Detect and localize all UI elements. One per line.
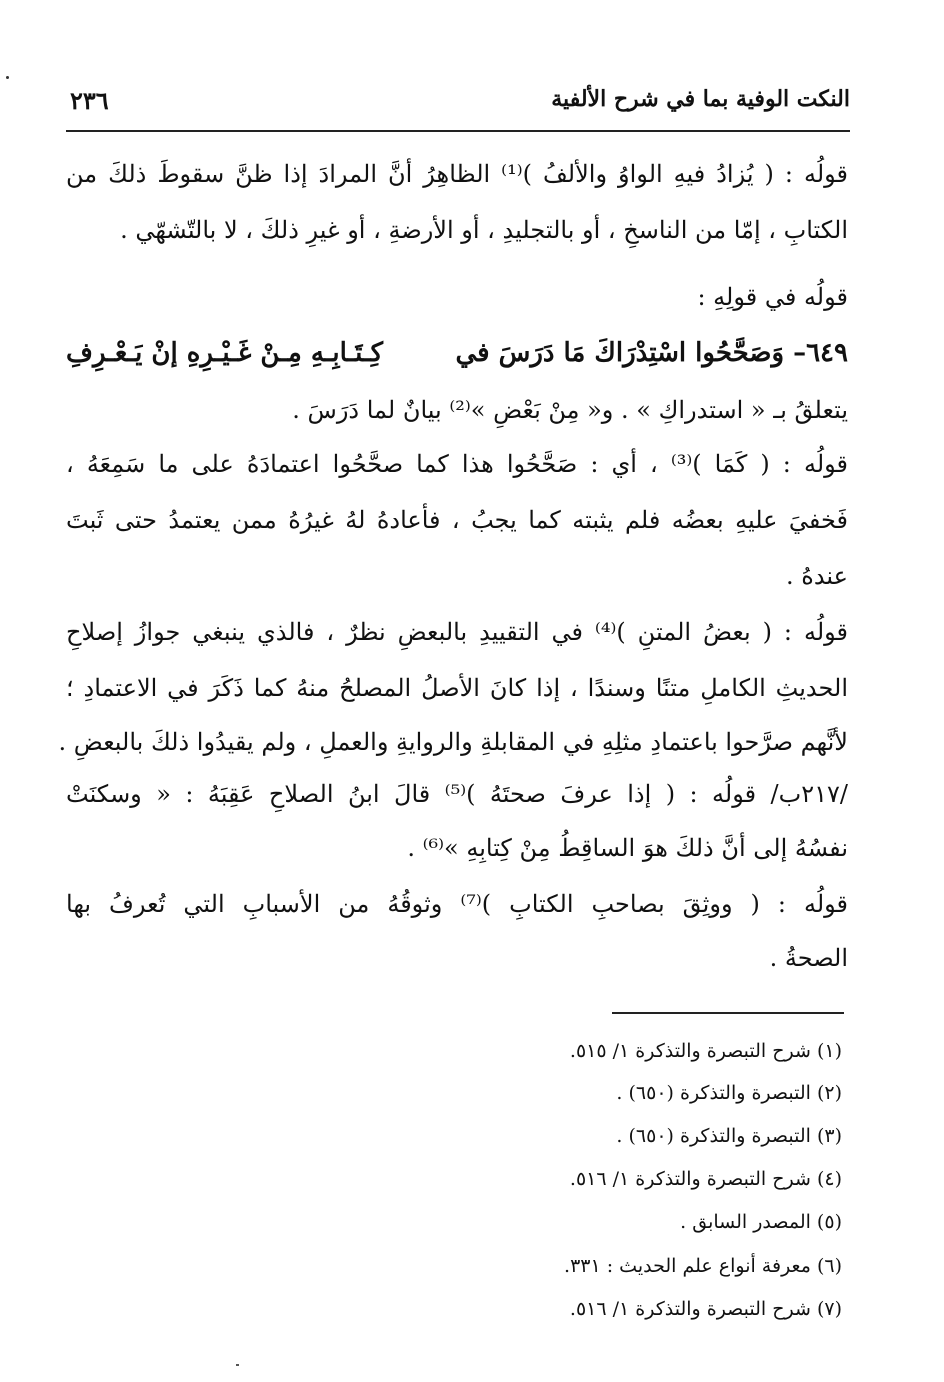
text-line: عندهُ . bbox=[786, 562, 848, 590]
text-line: قولُه : ( ووثِقَ بصاحبِ الكتابِ )⁽⁷⁾ وثوقُهُ من الأسبابِ التي تُعرفُ بها bbox=[66, 890, 849, 918]
footnote-6: (٦) معرفة أنواع علم الحديث : ٣٣١. bbox=[564, 1255, 842, 1277]
text-line: فَخفيَ عليهِ بعضُه فلم يثبته كما يجبُ ، فأعادهُ لهُ غيرُهُ ممن يعتمدُ حتى ثَبتَ bbox=[66, 506, 848, 534]
verse-second-hemistich: كِـتَـابِـهِ مِـنْ غَـيْـرِهِ إنْ يَـعْـرِفِ bbox=[66, 338, 383, 368]
footnote-4: (٤) شرح التبصرة والتذكرة ١/ ٥١٦. bbox=[569, 1168, 842, 1190]
footnote-3: (٣) التبصرة والتذكرة (٦٥٠) . bbox=[616, 1125, 842, 1147]
verse-649 bbox=[66, 338, 848, 378]
text-line: يتعلقُ بـ « استدراكِ » . و« مِنْ بَعْضِ »⁽²⁾ بيانٌ لما دَرَسَ . bbox=[292, 396, 848, 424]
text-line: قولُه : ( كَمَا )⁽³⁾ ، أي : صَحَّحُوا هذا كما صحَّحُوا اعتمادَهُ على ما سَمِعَهُ ، bbox=[66, 450, 848, 478]
text-line: الحديثِ الكاملِ متنًا وسندًا ، إذا كانَ الأصلُ المصلحُ منهُ كما ذَكَرَ في الاعتمادِ ؛ bbox=[66, 674, 848, 702]
page-number: ٢٣٦ bbox=[70, 86, 109, 115]
footnote-5: (٥) المصدر السابق . bbox=[680, 1211, 842, 1233]
footnote-7: (٧) شرح التبصرة والتذكرة ١/ ٥١٦. bbox=[569, 1298, 842, 1320]
scan-speck bbox=[236, 1364, 239, 1366]
footnote-2: (٢) التبصرة والتذكرة (٦٥٠) . bbox=[616, 1082, 842, 1104]
text-line: /٢١٧ب/ قولُه : ( إذا عرفَ صحتَهُ )⁽⁵⁾ قالَ ابنُ الصلاحِ عَقِبَهُ : « وسكنَتْ bbox=[66, 780, 849, 808]
running-header bbox=[66, 80, 850, 132]
footnote-separator bbox=[612, 1012, 844, 1014]
text-line: لأنَّهم صرَّحوا باعتمادِ مثلِهِ في المقابلةِ والروايةِ والعملِ ، ولم يقيدُوا ذلكَ بالبعضِ . bbox=[58, 728, 848, 756]
text-line: قولُه : ( بعضُ المتنِ )⁽⁴⁾ في التقييدِ بالبعضِ نظرٌ ، فالذي ينبغي جوازُ إصلاحِ bbox=[66, 618, 849, 646]
text-line: الصحةُ . bbox=[769, 944, 848, 972]
text-line: قولُه في قولِهِ : bbox=[697, 283, 848, 311]
scan-speck bbox=[6, 76, 9, 79]
text-line: نفسُهُ إلى أنَّ ذلكَ هوَ الساقِطُ مِنْ كِتابِهِ »⁽⁶⁾ . bbox=[407, 834, 848, 862]
verse-first-hemistich: ٦٤٩– وَصَحَّحُوا اسْتِدْرَاكَ مَا دَرَسَ في bbox=[455, 338, 848, 368]
running-title: النكت الوفية بما في شرح الألفية bbox=[551, 86, 850, 112]
text-line: الكتابِ ، إمّا من الناسخِ ، أو بالتجليدِ ، أو الأرضةِ ، أو غيرِ ذلكَ ، لا بالتّشهّي . bbox=[120, 216, 848, 244]
footnote-1: (١) شرح التبصرة والتذكرة ١/ ٥١٥. bbox=[569, 1040, 842, 1062]
text-line: قولُه : ( يُزادُ فيهِ الواوُ والألفُ )⁽¹⁾ الظاهِرُ أنَّ المرادَ إذا ظنَّ سقوطَ ذلكَ من bbox=[66, 160, 848, 188]
